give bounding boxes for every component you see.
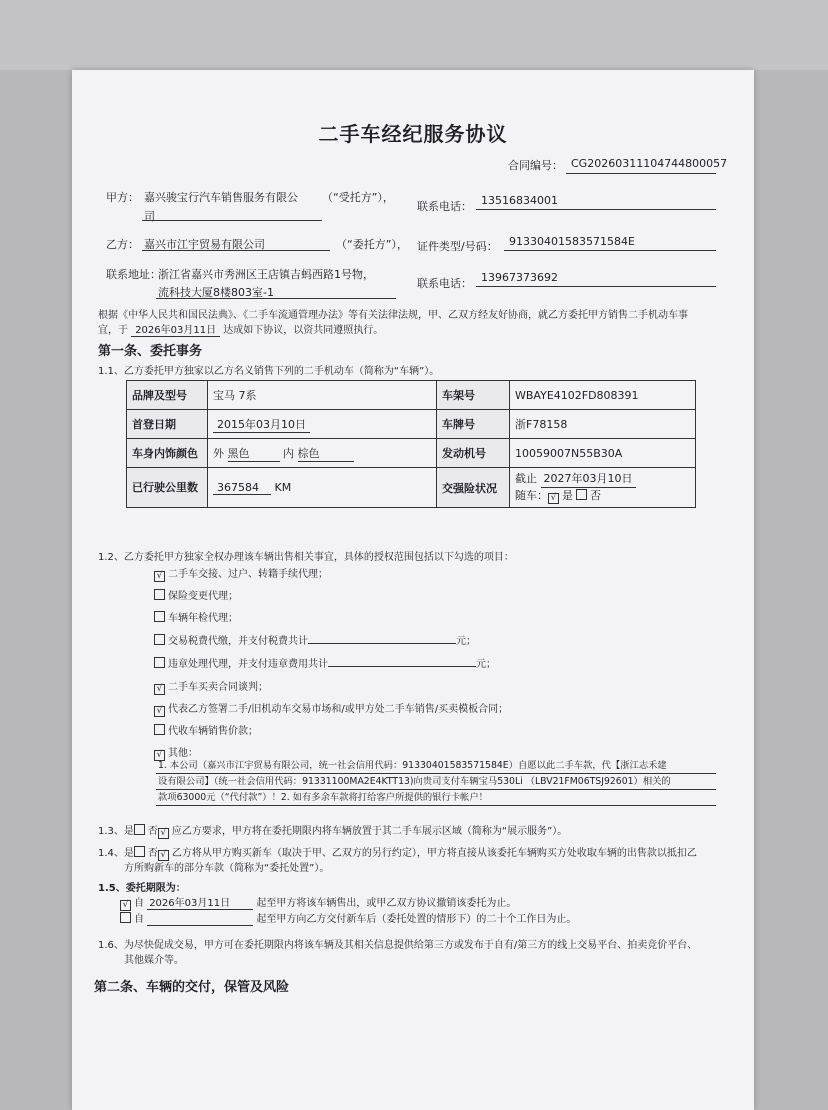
party-a-phone-label: 联系电话： <box>417 200 472 213</box>
vin-label: 车架号 <box>437 381 510 410</box>
with-car-no-checkbox[interactable] <box>576 489 587 500</box>
brand-label: 品牌及型号 <box>127 381 208 410</box>
option-label: 其他： <box>168 748 198 759</box>
option-row <box>154 678 268 695</box>
with-car-no-label: 否 <box>590 489 601 502</box>
clause-1-1: 1.1、乙方委托甲方独家以乙方名义销售下列的二手机动车（简称为“车辆”）。 <box>98 366 440 377</box>
c14-yes-checkbox[interactable] <box>134 846 145 857</box>
reg-date-value: 2015年03月10日 <box>213 416 310 433</box>
ext-color-prefix: 外 <box>213 446 224 460</box>
term-1-checkbox[interactable]: √ <box>120 900 131 911</box>
option-checkbox[interactable] <box>154 634 165 645</box>
option-label: 交易税费代缴，并支付税费共计 <box>168 636 308 647</box>
option-checkbox[interactable] <box>154 611 165 622</box>
contract-page <box>72 70 754 1110</box>
party-b-id: 91330401583571584E <box>509 235 635 248</box>
preamble-line1: 根据《中华人民共和国民法典》、《二手车流通管理办法》等有关法律法规，甲、乙双方经友好协商，就乙方委托甲方销售二手机动车事 <box>98 310 688 321</box>
option-row <box>154 565 328 582</box>
party-b-id-underline <box>504 250 716 251</box>
address-label: 联系地址： <box>106 268 161 281</box>
clause-1-6-line2: 其他媒介等。 <box>124 955 184 966</box>
background <box>0 0 828 70</box>
party-a-role: （“受托方”）， <box>322 191 394 204</box>
other-underline <box>156 805 716 806</box>
party-a-name-line2: 司 <box>144 210 155 223</box>
term-2-text: 起至甲方向乙方交付新车后（委托处置的情形下）的二十个工作日为止。 <box>256 914 577 925</box>
option-checkbox[interactable]: √ <box>154 684 165 695</box>
option-row <box>154 655 496 670</box>
document-title: 二手车经纪服务协议 <box>318 122 508 146</box>
option-row <box>154 587 238 602</box>
insurance-date: 2027年03月10日 <box>541 471 636 488</box>
option-label: 车辆年检代理； <box>168 613 238 624</box>
party-a-underline <box>142 220 322 221</box>
address-line1: 浙江省嘉兴市秀洲区王店镇吉蚂西路1号物， <box>158 268 374 281</box>
preamble-line2b: 达成如下协议，以资共同遵照执行。 <box>223 325 384 336</box>
contract-no-label: 合同编号： <box>508 159 563 172</box>
option-label: 保险变更代理； <box>168 591 238 602</box>
engine-label: 发动机号 <box>437 439 510 468</box>
with-car-label: 随车： <box>515 489 548 502</box>
c14-yes-label: 是 <box>123 848 134 859</box>
tax-amount-blank[interactable] <box>308 643 456 644</box>
term-1-date: 2026年03月11日 <box>147 894 253 910</box>
with-car-yes-checkbox[interactable]: √ <box>548 493 559 504</box>
mileage-unit: KM <box>274 480 292 494</box>
preamble-line2a: 宜，于 <box>98 325 128 336</box>
clause-1-2: 1.2、乙方委托甲方独家全权办理该车辆出售相关事宜，具体的授权范围包括以下勾选的项目： <box>98 552 514 563</box>
clause-1-3-text: 应乙方要求，甲方将在委托期限内将车辆放置于其二手车展示区域（简称为“展示服务”）。 <box>171 826 568 837</box>
mileage-value: 367584 <box>213 481 271 495</box>
option-label: 代收车辆销售价款； <box>168 726 258 737</box>
other-underline <box>156 773 716 774</box>
option-label: 二手车买卖合同谈判； <box>168 682 268 693</box>
option-checkbox[interactable] <box>154 657 165 668</box>
party-b-phone: 13967373692 <box>481 271 558 284</box>
term-2-checkbox[interactable] <box>120 912 131 923</box>
clause-1-6-line1: 1.6、为尽快促成交易，甲方可在委托期限内将该车辆及其相关信息提供给第三方或发布于自有/第三方的线上交易平台、拍卖竞价平台、 <box>98 940 698 951</box>
other-line: 1. 本公司（嘉兴市江宇贸易有限公司，统一社会信用代码：91330401583571584E）自愿以此二手车款，代【浙江志禾建 <box>158 760 667 771</box>
with-car-yes-label: 是 <box>562 489 573 502</box>
c14-no-checkbox[interactable]: √ <box>158 850 169 861</box>
color-label: 车身内饰颜色 <box>127 439 208 468</box>
insurance-prefix: 截止 <box>515 472 537 485</box>
clause-1-4-line1: 乙方将从甲方购买新车（取决于甲、乙双方的另行约定），甲方将直接从该委托车辆购买方处收取车辆的出售款以抵扣乙 <box>171 848 697 859</box>
party-a-name-line1: 嘉兴骏宝行汽车销售服务有限公 <box>144 191 298 204</box>
c14-no-label: 否 <box>147 848 158 859</box>
option-label: 代表乙方签署二手/旧机动车交易市场和/或甲方处二手车销售/买卖模板合同； <box>168 704 509 715</box>
party-a-label: 甲方： <box>106 191 139 204</box>
other-text <box>158 758 671 806</box>
term-row-2 <box>120 910 576 926</box>
option-checkbox[interactable] <box>154 724 165 735</box>
address-line2: 流科技大厦8楼803室-1 <box>158 286 274 299</box>
option-checkbox[interactable]: √ <box>154 706 165 717</box>
clause-1-4-line2: 方所购新车的部分车款（简称为“委托处置”）。 <box>124 863 330 874</box>
party-b-label: 乙方： <box>106 238 139 251</box>
insurance-label: 交强险状况 <box>437 468 510 508</box>
mileage-label: 已行驶公里数 <box>127 468 208 508</box>
other-line: 设有限公司】（统一社会信用代码：91331100MA2E4KTT13)向贵司支付车辆宝马530Li （LBV21FM06TSJ92601）相关的 <box>158 776 671 787</box>
option-suffix: 元； <box>456 636 476 647</box>
int-color-value: 棕色 <box>298 445 354 462</box>
other-line: 款项63000元（“代付款”）！2. 如有多余车款将打给客户所提供的银行卡帐户！ <box>158 792 488 803</box>
c13-no-checkbox[interactable]: √ <box>158 828 169 839</box>
party-b-phone-underline <box>476 286 716 287</box>
c13-yes-checkbox[interactable] <box>134 824 145 835</box>
option-row <box>154 609 238 624</box>
party-b-id-label: 证件类型/号码： <box>417 240 498 253</box>
party-b-name: 嘉兴市江宇贸易有限公司 <box>144 238 265 251</box>
clause-1-4-prefix: 1.4、 <box>98 848 124 859</box>
address-underline <box>156 298 396 299</box>
option-row <box>154 632 476 647</box>
term-2-from: 自 <box>134 914 144 925</box>
contract-no-underline <box>566 173 716 174</box>
violation-amount-blank[interactable] <box>328 666 476 667</box>
int-color-prefix: 内 <box>283 446 294 460</box>
table-row <box>127 381 696 410</box>
table-row <box>127 439 696 468</box>
c13-yes-label: 是 <box>123 826 134 837</box>
brand-value: 宝马 7系 <box>208 381 437 410</box>
vin-value: WBAYE4102FD808391 <box>510 381 696 410</box>
engine-value: 10059007N55B30A <box>510 439 696 468</box>
term-1-text: 起至甲方将该车辆售出，或甲乙双方协议撤销该委托为止。 <box>256 898 517 909</box>
preamble-date: 2026年03月11日 <box>131 321 220 337</box>
party-b-underline <box>142 250 330 251</box>
option-suffix: 元； <box>476 659 496 670</box>
term-2-date-blank[interactable] <box>147 914 253 926</box>
ext-color-value: 黑色 <box>228 445 280 462</box>
clause-1-5-title: 1.5、委托期限为： <box>98 883 186 894</box>
plate-value: 浙F78158 <box>510 410 696 439</box>
option-checkbox[interactable]: √ <box>154 750 165 761</box>
article-1-title: 第一条、委托事务 <box>98 344 203 359</box>
term-row-1 <box>120 894 516 911</box>
table-row <box>127 468 696 508</box>
party-a-phone: 13516834001 <box>481 194 558 207</box>
option-label: 违章处理代理，并支付违章费用共计 <box>168 659 328 670</box>
other-underline <box>156 789 716 790</box>
party-b-phone-label: 联系电话： <box>417 277 472 290</box>
party-b-role: （“委托方”）， <box>336 238 408 251</box>
contract-no: CG20260311104744800057 <box>571 157 728 170</box>
party-a-phone-underline <box>476 209 716 210</box>
option-label: 二手车交接、过户、转籍手续代理； <box>168 569 328 580</box>
term-1-from: 自 <box>134 898 144 909</box>
option-row <box>154 722 258 737</box>
table-row <box>127 410 696 439</box>
clause-1-3-prefix: 1.3、 <box>98 826 124 837</box>
vehicle-table <box>126 380 696 508</box>
option-checkbox[interactable]: √ <box>154 571 165 582</box>
plate-label: 车牌号 <box>437 410 510 439</box>
c13-no-label: 否 <box>147 826 158 837</box>
clause-1-3 <box>98 822 567 839</box>
option-checkbox[interactable] <box>154 589 165 600</box>
reg-date-label: 首登日期 <box>127 410 208 439</box>
article-2-title: 第二条、车辆的交付，保管及风险 <box>94 980 290 995</box>
option-row <box>154 700 508 717</box>
